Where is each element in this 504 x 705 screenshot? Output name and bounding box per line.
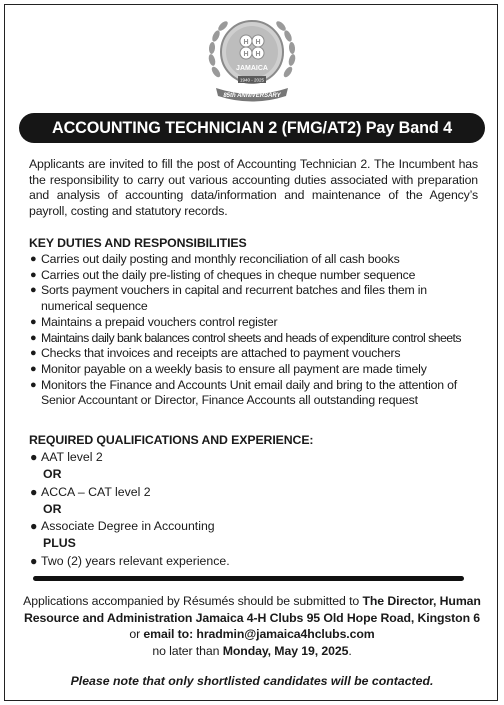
deadline-date: Monday, May 19, 2025 <box>222 643 349 658</box>
bullet-icon: ● <box>30 362 37 375</box>
recipient-address: The Director, Human Resource and Administration Jamaica 4-H Clubs 95 Old Hope Road, Kingston 6 <box>23 594 481 625</box>
email-link[interactable]: hradmin@jamaica4hclubs.com <box>196 627 375 642</box>
logo-anniversary-text: 85th ANNIVERSARY <box>223 93 281 99</box>
job-title: ACCOUNTING TECHNICIAN 2 (FMG/AT2) Pay Band 4 <box>51 118 452 137</box>
four-h-clover-logo-icon <box>202 10 302 106</box>
list-item: ● Sorts payment vouchers in capital and recurrent batches and files them in numerical sequence <box>30 283 427 314</box>
bullet-icon: ● <box>30 284 37 297</box>
bullet-icon: ● <box>30 485 38 499</box>
list-item: ● Checks that invoices and receipts are attached to payment vouchers <box>30 346 401 361</box>
bullet-icon: ● <box>30 519 38 533</box>
bullet-icon: ● <box>30 378 37 391</box>
shortlist-note: Please note that only shortlisted candidates will be contacted. <box>70 674 434 688</box>
intro-paragraph: Applicants are invited to fill the post of Accounting Technician 2. The Incumbent has the responsibility to carry out various accounting duties associated with preparation and analysis of accounting data/information and maintenance of the Agency’s payroll, costing and statutory records. <box>29 157 478 218</box>
bullet-icon: ● <box>30 347 37 360</box>
or-connector: OR <box>43 467 62 481</box>
bullet-icon: ● <box>30 268 37 281</box>
bullet-icon: ● <box>30 315 37 328</box>
logo-years-text: 1940 - 2025 <box>239 77 265 83</box>
or-connector: OR <box>43 502 62 516</box>
duties-list <box>29 252 479 409</box>
plus-connector: PLUS <box>43 536 76 550</box>
list-item: ● Carries out the daily pre-listing of cheques in cheque number sequence <box>30 267 416 282</box>
qualifications-heading: REQUIRED QUALIFICATIONS AND EXPERIENCE: <box>29 433 314 447</box>
application-instructions: Applications accompanied by Résumés should be submitted to The Director, Human Resource and Administration Jamaica 4-H Clubs 95 Old Hope Road, Kingston 6 or email to: hradmin@jamaica4hclubs.com no later than Monday, May 19, 2025. <box>23 594 481 658</box>
svg-text:H: H <box>255 39 261 46</box>
list-item: ● Carries out daily posting and monthly reconciliation of all cash books <box>30 252 400 266</box>
job-title-banner <box>19 113 485 143</box>
bullet-icon: ● <box>30 253 37 265</box>
list-item: ● Monitors the Finance and Accounts Unit email daily and bring to the attention of Senior Accountant or Director, Finance Accounts all outstanding request <box>30 377 458 408</box>
svg-text:H: H <box>255 51 261 58</box>
list-item: ● Maintains daily bank balances control sheets and heads of expenditure control sheets <box>30 330 462 345</box>
duties-heading: KEY DUTIES AND RESPONSIBILITIES <box>29 236 247 250</box>
bullet-icon: ● <box>30 331 37 344</box>
bullet-icon: ● <box>30 450 38 464</box>
svg-text:H: H <box>243 51 249 58</box>
logo-org-text: JAMAICA <box>236 65 268 72</box>
list-item: ● Maintains a prepaid vouchers control register <box>30 314 278 329</box>
section-divider <box>33 576 464 581</box>
svg-text:H: H <box>243 39 249 46</box>
list-item: ● Monitor payable on a weekly basis to ensure all payment are made timely <box>30 361 427 376</box>
bullet-icon: ● <box>30 554 38 568</box>
